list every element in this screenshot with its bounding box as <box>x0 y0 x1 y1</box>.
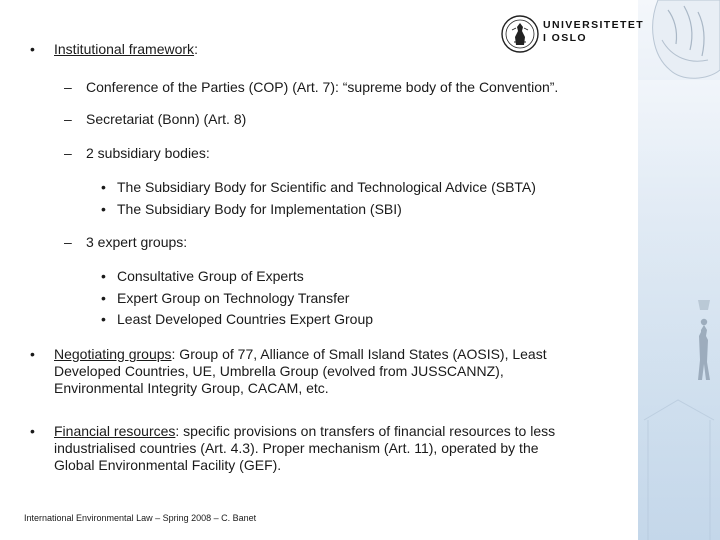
dash-expert: – <box>64 234 72 250</box>
bullet-institutional: • <box>30 41 35 57</box>
logo-line-1: UNIVERSITETET <box>543 19 645 31</box>
financial-heading: Financial resources <box>54 423 176 439</box>
bullet-expert-2: • <box>101 290 106 306</box>
dash-cop: – <box>64 79 72 95</box>
financial-line-1: : specific provisions on transfers of financial resources to less <box>175 423 556 439</box>
subsidiary-body-sbta: The Subsidiary Body for Scientific and Technological Advice (SBTA) <box>117 179 536 195</box>
bullet-expert-3: • <box>101 311 106 327</box>
expert-group-ldc: Least Developed Countries Expert Group <box>117 311 374 327</box>
institutional-heading <box>54 41 198 58</box>
negotiating-line-1: : Group of 77, Alliance of Small Island States (AOSIS), Least <box>171 346 547 362</box>
financial-resources-paragraph <box>54 423 555 474</box>
bullet-financial: • <box>30 423 35 439</box>
bullet-expert-1: • <box>101 268 106 284</box>
university-name <box>543 19 644 45</box>
bullet-sbta: • <box>101 179 106 195</box>
subsidiary-body-sbi: The Subsidiary Body for Implementation (SBI) <box>117 201 402 217</box>
expert-group-technology: Expert Group on Technology Transfer <box>117 290 350 306</box>
logo-line-2: I OSLO <box>543 32 587 44</box>
statue-illustration <box>638 0 720 540</box>
footer-text: International Environmental Law – Spring 2008 – C. Banet <box>24 513 257 523</box>
bullet-sbi: • <box>101 201 106 217</box>
dash-subsidiary: – <box>64 145 72 161</box>
expert-group-consultative: Consultative Group of Experts <box>117 268 304 284</box>
financial-line-3: Global Environmental Facility (GEF). <box>54 457 282 473</box>
decorative-side-panel <box>638 0 720 540</box>
negotiating-heading: Negotiating groups <box>54 346 172 362</box>
item-subsidiary: 2 subsidiary bodies: <box>86 145 210 161</box>
item-cop: Conference of the Parties (COP) (Art. 7): “supreme body of the Convention”. <box>86 79 559 95</box>
institutional-heading-text: Institutional framework <box>54 41 195 57</box>
item-expert-groups: 3 expert groups: <box>86 234 188 250</box>
negotiating-line-3: Environmental Integrity Group, CACAM, etc. <box>54 380 329 396</box>
bullet-negotiating: • <box>30 346 35 362</box>
item-secretariat: Secretariat (Bonn) (Art. 8) <box>86 111 247 127</box>
university-logo <box>500 14 645 54</box>
university-seal-icon <box>500 14 540 54</box>
negotiating-line-2: Developed Countries, UE, Umbrella Group (evolved from JUSSCANNZ), <box>54 363 504 379</box>
financial-line-2: industrialised countries (Art. 4.3). Proper mechanism (Art. 11), operated by the <box>54 440 539 456</box>
negotiating-groups-paragraph <box>54 346 547 397</box>
dash-secretariat: – <box>64 111 72 127</box>
institutional-heading-suffix: : <box>194 41 198 57</box>
